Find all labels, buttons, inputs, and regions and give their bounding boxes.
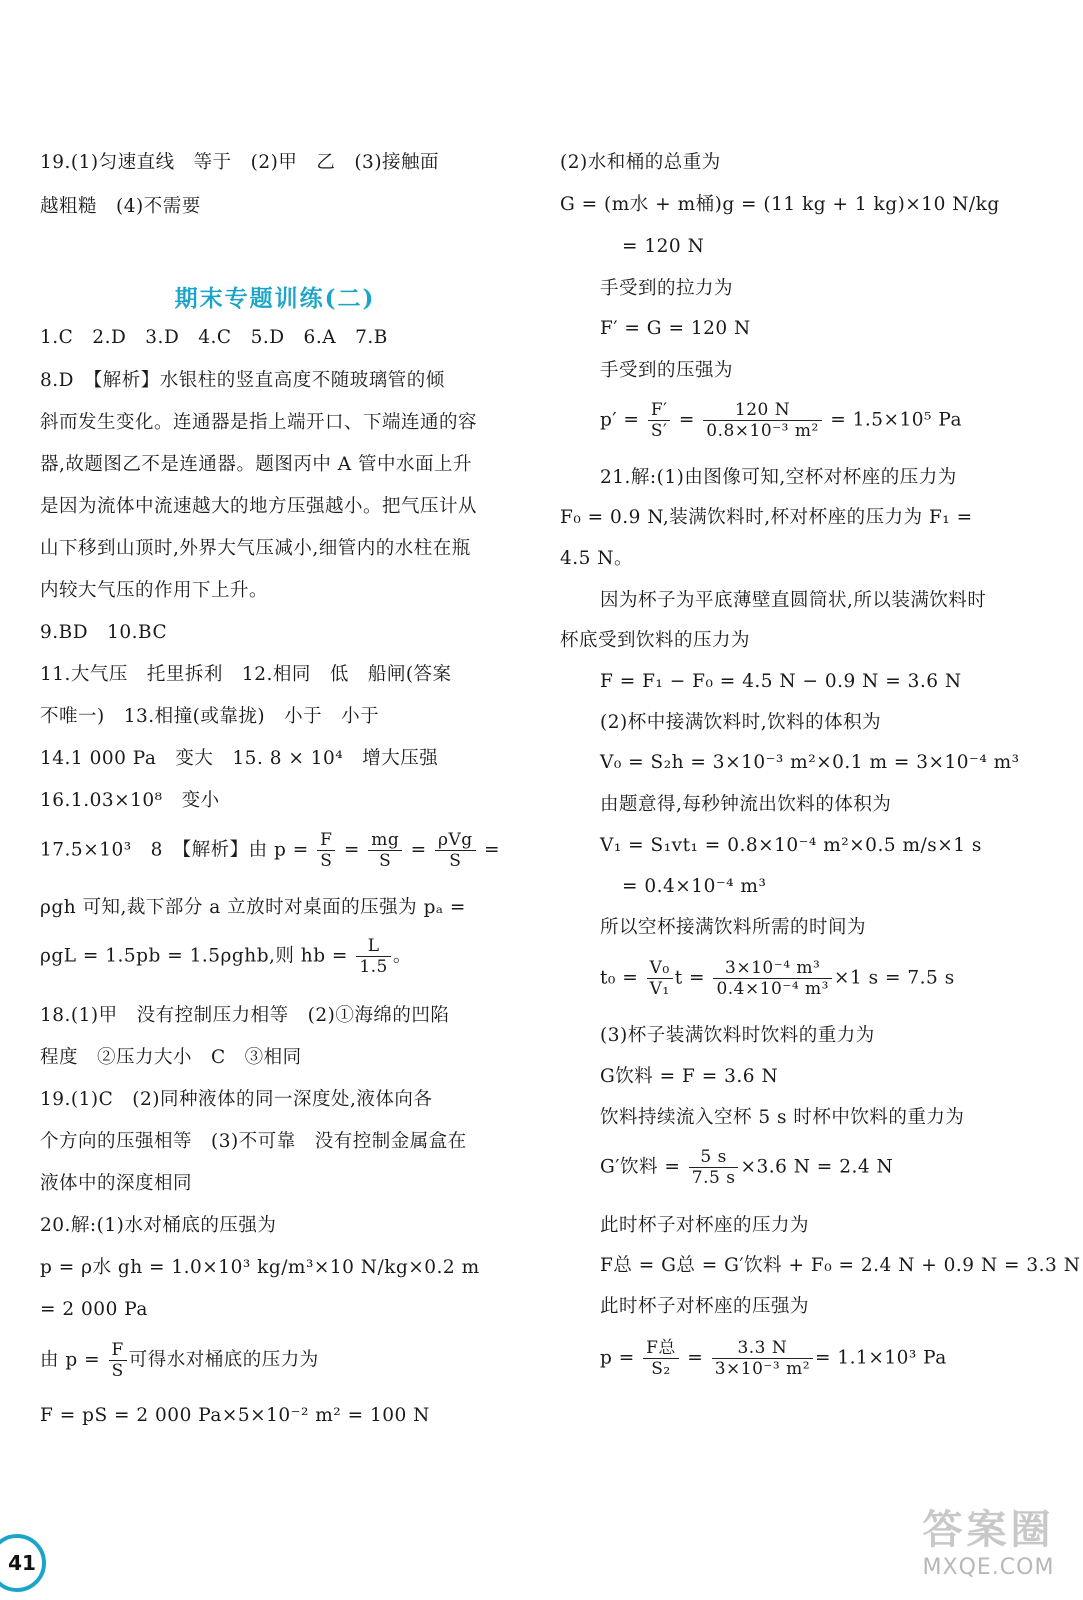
right-line-02: G = (m水 + m桶)g = (11 kg + 1 kg)×10 N/kg (560, 194, 1000, 215)
right-line-11: 因为杯子为平底薄壁直圆筒状,所以装满饮料时 (600, 590, 987, 611)
right-line-20: t₀ = $\frac{\text{V₀}}{\text{V₁}}$ t = $\frac{\text{3×10⁻⁴ m³}}{\text{0.4×10⁻⁴ m³}}$ ×1 s = 7.5 s (600, 958, 955, 999)
right-line-07: p′ = $\frac{F'}{S'}$ = $\frac{120 N}{\text{0.8×10⁻³ m²}}$ = 1.5×10⁵ Pa (600, 400, 962, 441)
watermark-logo: 答案圈 (922, 1507, 1055, 1553)
right-line-19: 所以空杯接满饮料所需的时间为 (600, 917, 867, 938)
fraction-rhovg-over-s: $\frac{\text{ρVg}}{S}$ (435, 830, 476, 871)
fraction-120n-over-area: $\frac{120 N}{\text{0.8×10⁻³ m²}}$ (703, 400, 822, 441)
right-line-28: p = $\frac{\text{F总}}{\text{S₂}}$ = $\frac{3.3 N}{\text{3×10⁻³ m²}}$ = 1.1×10³ Pa (600, 1338, 947, 1379)
right-line-18: = 0.4×10⁻⁴ m³ (622, 876, 767, 897)
fraction-v0-over-v1: $\frac{\text{V₀}}{\text{V₁}}$ (647, 958, 673, 999)
right-line-25: 此时杯子对杯座的压力为 (600, 1215, 810, 1236)
answer-19-line2: 越粗糙 (4)不需要 (40, 196, 201, 217)
right-line-10: 4.5 N。 (560, 548, 633, 569)
right-line-01: (2)水和桶的总重为 (560, 152, 721, 173)
fraction-volumes: $\frac{\text{3×10⁻⁴ m³}}{\text{0.4×10⁻⁴ m³}}$ (713, 958, 832, 999)
section-title: 期末专题训练(二) (174, 285, 376, 312)
right-line-03: = 120 N (622, 236, 705, 257)
right-line-21: (3)杯子装满饮料时饮料的重力为 (600, 1025, 875, 1046)
fraction-5s-over-7.5s: $\frac{5 s}{7.5 s}$ (689, 1147, 739, 1188)
answers-13: 不唯一) 13.相撞(或靠拢) 小于 小于 (40, 706, 380, 727)
right-line-12: 杯底受到饮料的压力为 (560, 630, 751, 651)
right-line-24: G′饮料 = $\frac{5 s}{7.5 s}$ ×3.6 N = 2.4 N (600, 1147, 894, 1188)
fraction-f-over-s-2: $\frac{F}{S}$ (109, 1340, 127, 1381)
answer-8-line4: 是因为流体中流速越大的地方压强越小。把气压计从 (40, 496, 478, 517)
answer-17-line3: ρgL = 1.5pb = 1.5ρghb,则 hb = $\frac{L}{1.5}$ 。 (40, 936, 412, 977)
right-line-27: 此时杯子对杯座的压强为 (600, 1296, 810, 1317)
right-line-15: V₀ = S₂h = 3×10⁻³ m²×0.1 m = 3×10⁻⁴ m³ (600, 752, 1020, 773)
watermark (906, 1505, 1071, 1595)
answer-20-line4: 由 p = $\frac{F}{S}$ 可得水对桶底的压力为 (40, 1340, 319, 1381)
answer-20-line1: 20.解:(1)水对桶底的压强为 (40, 1215, 277, 1236)
right-line-08: 21.解:(1)由图像可知,空杯对杯座的压力为 (600, 467, 957, 488)
right-line-16: 由题意得,每秒钟流出饮料的体积为 (600, 794, 892, 815)
right-line-23: 饮料持续流入空杯 5 s 时杯中饮料的重力为 (600, 1107, 965, 1128)
answer-8-line1: 8.D 【解析】水银柱的竖直高度不随玻璃管的倾 (40, 370, 445, 391)
fraction-3.3n-over-area: $\frac{3.3 N}{\text{3×10⁻³ m²}}$ (712, 1338, 813, 1379)
right-line-04: 手受到的拉力为 (600, 278, 734, 299)
right-line-05: F′ = G = 120 N (600, 318, 751, 339)
answers-11-12: 11.大气压 托里拆利 12.相同 低 船闸(答案 (40, 664, 452, 685)
answer-19-line1: 19.(1)匀速直线 等于 (2)甲 乙 (3)接触面 (40, 152, 440, 173)
fraction-f-over-s: $\frac{F}{S}$ (317, 830, 335, 871)
answer-20-line3: = 2 000 Pa (40, 1299, 148, 1320)
answers-1-7: 1.C 2.D 3.D 4.C 5.D 6.A 7.B (40, 327, 388, 348)
right-line-26: F总 = G总 = G′饮料 + F₀ = 2.4 N + 0.9 N = 3.3 N (600, 1255, 1081, 1276)
page-number-badge (0, 1534, 46, 1592)
right-line-17: V₁ = S₁vt₁ = 0.8×10⁻⁴ m²×0.5 m/s×1 s (600, 835, 982, 856)
fraction-fprime-over-sprime: $\frac{F'}{S'}$ (648, 400, 671, 441)
fraction-ftotal-over-s2: $\frac{\text{F总}}{\text{S₂}}$ (643, 1338, 679, 1379)
fraction-mg-over-s: $\frac{mg}{S}$ (368, 830, 402, 871)
answer-8-line5: 山下移到山顶时,外界大气压减小,细管内的水柱在瓶 (40, 538, 471, 559)
answers-14-15: 14.1 000 Pa 变大 15. 8 × 10⁴ 增大压强 (40, 748, 439, 769)
answer-16: 16.1.03×10⁸ 变小 (40, 790, 220, 811)
answer-8-line2: 斜而发生变化。连通器是指上端开口、下端连通的容 (40, 412, 478, 433)
answer-18-line2: 程度 ②压力大小 C ③相同 (40, 1047, 302, 1068)
right-line-09: F₀ = 0.9 N,装满饮料时,杯对杯座的压力为 F₁ = (560, 507, 973, 528)
answer-20-line2: p = ρ水 gh = 1.0×10³ kg/m³×10 N/kg×0.2 m (40, 1257, 480, 1278)
answer-19b-line1: 19.(1)C (2)同种液体的同一深度处,液体向各 (40, 1089, 433, 1110)
answer-19b-line3: 液体中的深度相同 (40, 1173, 193, 1194)
answer-8-line3: 器,故题图乙不是连通器。题图丙中 A 管中水面上升 (40, 454, 473, 475)
fraction-l-over-1.5: $\frac{L}{1.5}$ (356, 936, 391, 977)
answer-17-line2: ρgh 可知,裁下部分 a 立放时对桌面的压强为 pₐ = (40, 897, 466, 918)
page-number: 41 (8, 1551, 36, 1575)
answer-17-line1: 17.5×10³ 8 【解析】由 p = $\frac{F}{S}$ = $\frac{mg}{S}$ = $\frac{\text{ρVg}}{S}$ = (40, 830, 501, 871)
answer-20-line5: F = pS = 2 000 Pa×5×10⁻² m² = 100 N (40, 1405, 430, 1426)
watermark-url: MXQE.COM (922, 1555, 1055, 1580)
right-line-06: 手受到的压强为 (600, 360, 734, 381)
answer-8-line6: 内较大气压的作用下上升。 (40, 580, 269, 601)
right-line-14: (2)杯中接满饮料时,饮料的体积为 (600, 712, 882, 733)
right-line-13: F = F₁ − F₀ = 4.5 N − 0.9 N = 3.6 N (600, 671, 962, 692)
answer-19b-line2: 个方向的压强相等 (3)不可靠 没有控制金属盒在 (40, 1131, 467, 1152)
right-line-22: G饮料 = F = 3.6 N (600, 1066, 779, 1087)
answers-9-10: 9.BD 10.BC (40, 622, 168, 643)
answer-18-line1: 18.(1)甲 没有控制压力相等 (2)①海绵的凹陷 (40, 1005, 450, 1026)
